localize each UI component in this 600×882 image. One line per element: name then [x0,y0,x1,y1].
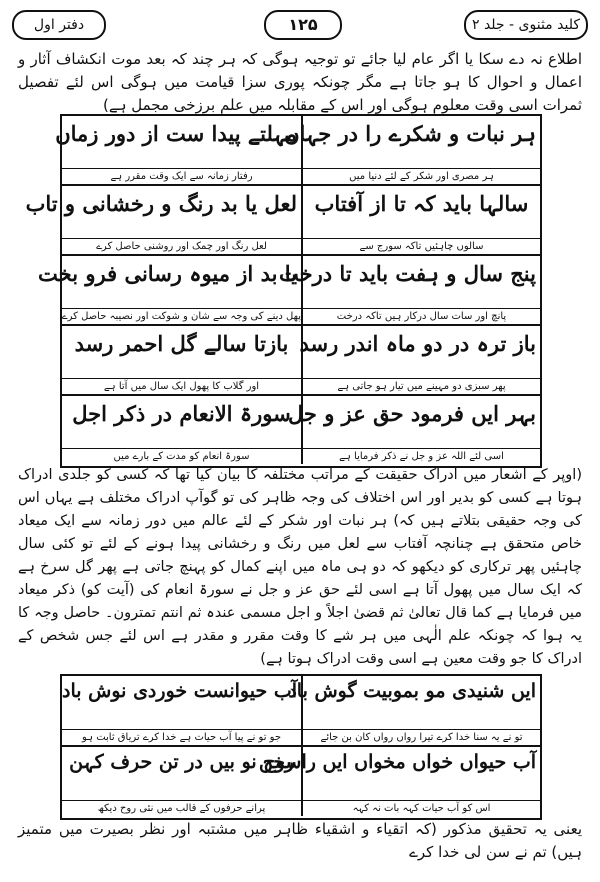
verse-translation: لعل رنگ اور چمک اور روشنی حاصل کرے [62,238,301,254]
verse-first-hemistich [301,186,540,254]
verse-text: یا بد از میوہ رسانی فرو بخت [38,261,297,286]
verse-translation: اور گلاب کا پھول ایک سال میں آتا ہے [62,378,301,394]
verse-second-hemistich [62,326,301,394]
verse-translation: پرانے حرفوں کے قالب میں نئی روح دیکھ [62,800,301,816]
verse-text: پنج سال و ہفت باید تا درخت [279,261,536,286]
verse-translation: ہر مصری اور شکر کے لئے دنیا میں [303,168,540,184]
verse-second-hemistich [62,747,301,816]
commentary-paragraph: (اوپر کے اشعار میں ادراک حقیقت کے مراتب مختلفہ کا بیان کیا تھا کہ کسی کو جلدی ادراک ہوتا ہے کسی کو بدیر اور اس اختلاف کی وجہ ظاہر کی تو گوآپ ادراک مختلف ہے یہاں اس کی وجہ حقیقی بتلاتے ہیں کہ) ہر نبات اور شکر کے لئے عالم میں دور زمانہ سے ایک میعاد خاص متحقق ہے چنانچہ آفتاب سے لعل میں رنگ و رخشانی پیدا ہونے کے لئے تو کئی سال چاہئیں پھر ترکاری کو دیکھو کہ دو ہی ماہ میں اپنے کمال کو پہنچ جاتی ہے پھر گل سرخ ہے کہ ایک سال میں پھول آتا ہے اسی لئے حق عز و جل نے سورۃ انعام کی (آیت کو) ذکر میعاد میں فرمایا ہے کما قال تعالیٰ ثم قضیٰ اجلاً و اجل مسمی عندہ ثم انتم تمترون۔ حاصل وجہ کا یہ ہوا کہ چونکہ علم الٰہی میں ہر شے کا وقت مقرر و مقدر ہے اس لئے جس شخص کے ادراک کا جو وقت معین ہے اسی وقت ادراک ہوتا ہے) [18,467,582,667]
verse-first-hemistich [258,747,540,816]
verse-text: بہر ایں فرمود حق عز و جل [288,401,536,426]
verse-translation: اس کو آب حیات کہہ بات نہ کہہ [303,800,540,816]
verse-second-hemistich [25,186,301,254]
verse-first-hemistich [301,326,540,394]
section-title: دفتر اول [12,10,106,40]
verse-text: ہر نبات و شکرے را در جہاں [284,121,536,146]
verse-first-hemistich [284,116,540,184]
verse-row [38,256,540,326]
verse-text: لعل یا بد رنگ و رخشانی و تاب [25,191,297,216]
verse-table-2 [60,674,542,820]
verse-second-hemistich [62,396,301,464]
verse-text: سالہا باید کہ تا از آفتاب [314,191,529,216]
verse-table-1 [25,114,542,468]
verse-row [62,747,540,816]
verse-text: آب حیوانست خوردی نوش باد [62,680,297,702]
verse-row [25,186,540,256]
verse-second-hemistich [62,676,301,745]
verse-first-hemistich [288,396,540,464]
verse-translation: تو نے یہ سنا خدا کرے تیرا رواں رواں کان بن جائے [303,729,540,745]
verse-text: بازتا سالے گل احمر رسد [74,331,289,356]
verse-second-hemistich [55,116,301,184]
intro-paragraph: اطلاع نہ دے سکا یا اگر عام لیا جائے تو توجیہ ہوگی کہ ہر چند کہ بعد موت انکشاف آثار و اعمال و احوال کا ہو جاتا ہے مگر چونکہ پوری سزا قیامت میں ہوگی اس لئے تفصیل ثمرات اسی وقت معلوم ہوگی اور اس کے مقابلہ میں علم برزخی مجمل ہے) [18,50,583,114]
verse-translation: پھل دینے کی وجہ سے شان و شوکت اور نصیبہ حاصل کرے [62,308,301,324]
verse-row [62,676,540,747]
verse-translation: رفتار زمانہ سے ایک وقت مقرر ہے [62,168,301,184]
verse-first-hemistich [288,676,540,745]
footer-line: یعنی یہ تحقیق مذکور (کہ اتقیاء و اشقیاء ظاہر میں مشتبہ اور نظر بصیرت میں متمیز ہیں) تم نے سن لی خدا کرے [18,820,582,861]
verse-text: باز ترہ در دو ماہ اندر رسد [299,331,536,356]
page-number: ۱۲۵ [264,10,342,40]
verse-row [62,396,540,464]
verse-second-hemistich [38,256,301,324]
verse-text: ایں شنیدی مو بموبیت گوش باد [288,680,536,702]
verse-first-hemistich [279,256,540,324]
verse-text: مہلتے پیدا ست از دور زماں [55,121,297,146]
verse-translation: پھر سبزی دو مہینے میں تیار ہو جاتی ہے [303,378,540,394]
verse-translation: پانچ اور سات سال درکار ہیں تاکہ درخت [303,308,540,324]
verse-translation: سالوں چاہئیں تاکہ سورج سے [303,238,540,254]
page-header [12,10,588,40]
verse-row [62,326,540,396]
verse-text: سورۃ الانعام در ذکر اجل [72,401,291,426]
verse-row [55,116,540,186]
verse-text: آب حیواں خواں مخواں ایں راسخن [258,751,536,773]
book-title: کلید مثنوی - جلد ۲ [464,10,588,40]
verse-translation: سورۃ انعام کو مدت کے بارے میں [62,448,301,464]
verse-translation: جو تو نے پیا آب حیات ہے خدا کرے تریاق ثابت ہو [62,729,301,745]
verse-translation: اسی لئے اللہ عز و جل نے ذکر فرمایا ہے [303,448,540,464]
verse-text: روح نو بیں در تن حرف کہن [69,751,294,773]
